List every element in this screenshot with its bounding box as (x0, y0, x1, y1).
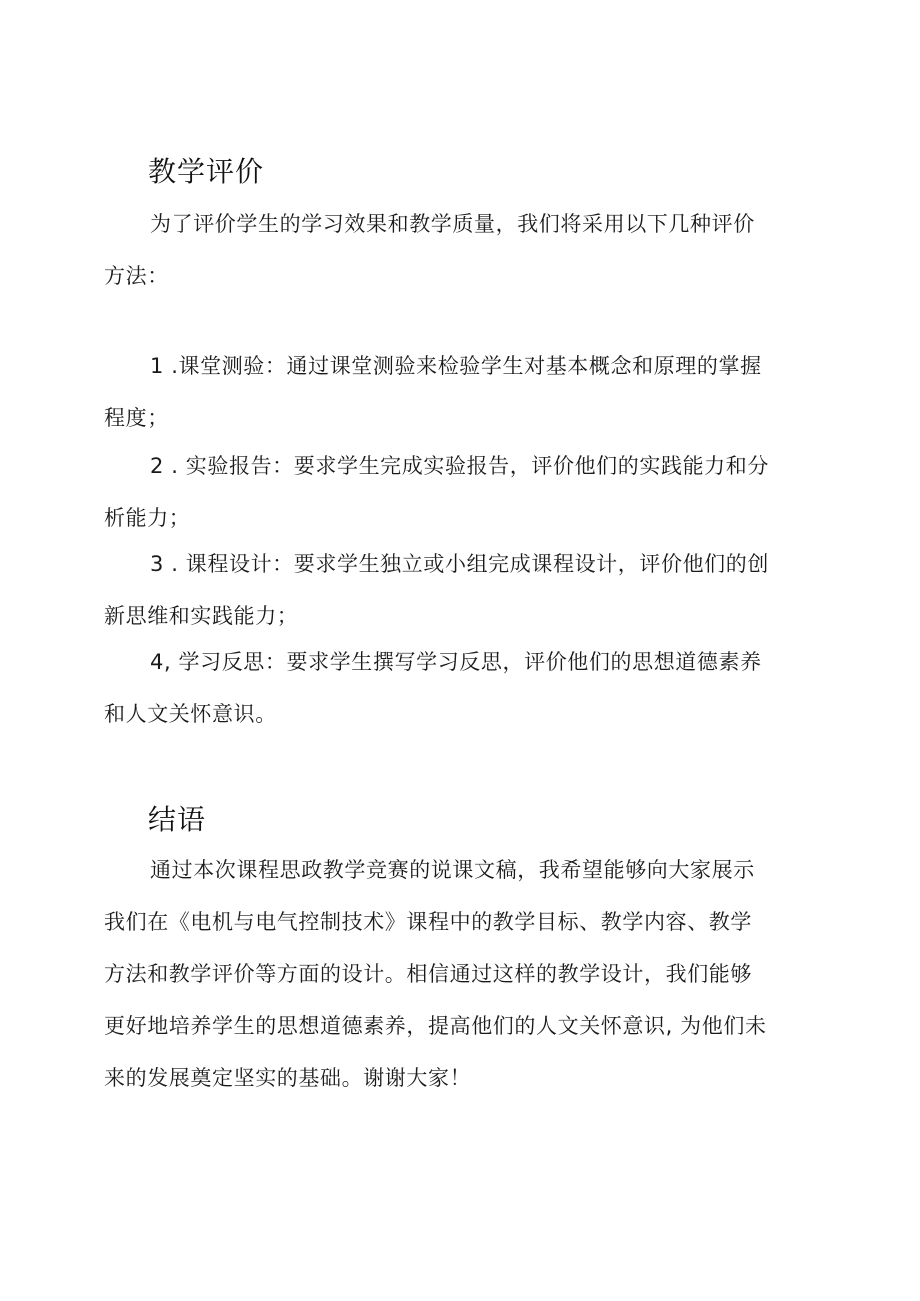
paragraph-line: 和人文关怀意识。 (104, 702, 277, 726)
paragraph-line: 3 . 课程设计：要求学生独立或小组完成课程设计，评价他们的创 (150, 552, 769, 576)
section-heading-evaluation: 教学评价 (148, 155, 265, 188)
section-heading-conclusion: 结语 (148, 803, 207, 836)
paragraph-line: 析能力； (104, 506, 191, 530)
paragraph-line: 方法： (104, 264, 169, 288)
paragraph-line: 方法和教学评价等方面的设计。相信通过这样的教学设计，我们能够 (104, 962, 752, 986)
evaluation-item-2 (104, 440, 824, 544)
paragraph-line: 我们在《电机与电气控制技术》课程中的教学目标、教学内容、教学 (104, 910, 752, 934)
evaluation-item-3 (104, 538, 824, 642)
paragraph-line: 通过本次课程思政教学竞赛的说课文稿，我希望能够向大家展示 (150, 858, 755, 882)
paragraph-line: 程度； (104, 406, 169, 430)
paragraph-line: 4, 学习反思：要求学生撰写学习反思，评价他们的思想道德素养 (150, 650, 762, 674)
paragraph-line: 更好地培养学生的思想道德素养，提高他们的人文关怀意识, 为他们未 (104, 1014, 767, 1038)
evaluation-item-1 (104, 340, 824, 444)
conclusion-paragraph (104, 844, 824, 1104)
evaluation-item-4 (104, 636, 824, 740)
evaluation-intro-paragraph (104, 198, 824, 302)
paragraph-line: 来的发展奠定坚实的基础。谢谢大家！ (104, 1066, 472, 1090)
paragraph-line: 新思维和实践能力； (104, 604, 299, 628)
paragraph-line: 为了评价学生的学习效果和教学质量，我们将采用以下几种评价 (150, 212, 755, 236)
paragraph-line: 1 .课堂测验：通过课堂测验来检验学生对基本概念和原理的掌握 (150, 354, 762, 378)
paragraph-line: 2 . 实验报告：要求学生完成实验报告，评价他们的实践能力和分 (150, 454, 769, 478)
